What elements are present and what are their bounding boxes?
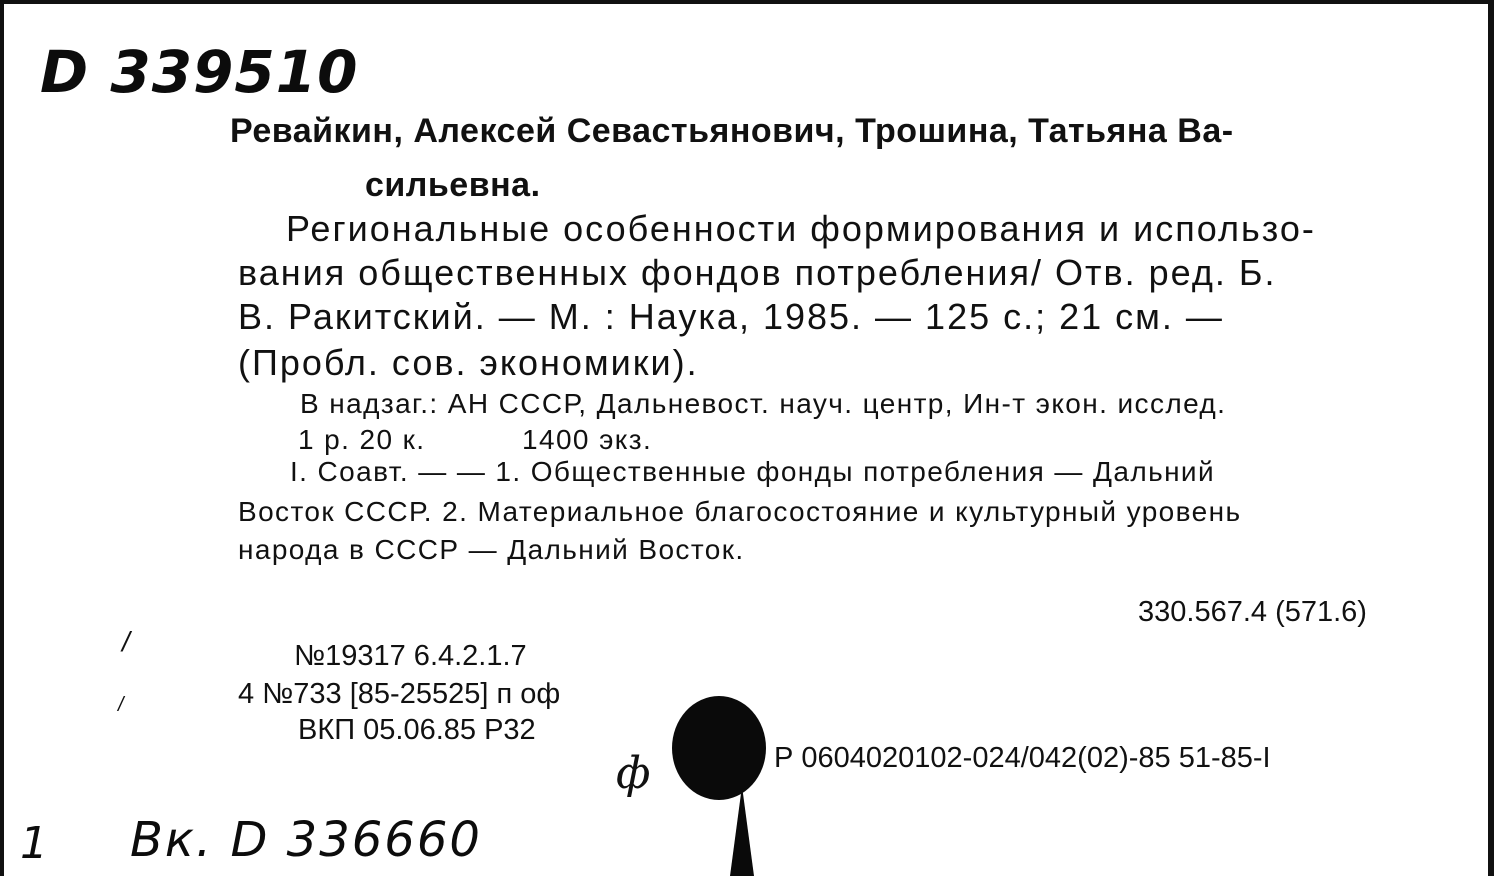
note-subjects-3: народа в СССР — Дальний Восток. (238, 534, 745, 565)
title-line-2: вания общественных фондов потребления/ Отв. ред. Б. (238, 252, 1277, 293)
author-line-2: сильевна. (365, 166, 541, 204)
order-line-3: ВКП 05.06.85 Р32 (298, 714, 536, 746)
order-line-2: 4 №733 [85-25525] п оф (238, 678, 561, 710)
author-line-1: Ревайкин, Алексей Севастьянович, Трошина, Татьяна Ва- (230, 112, 1234, 150)
title-line-3: В. Ракитский. — М. : Наука, 1985. — 125 с.; 21 см. — (238, 296, 1224, 337)
pencil-tick: / (122, 626, 130, 657)
udc-classification: 330.567.4 (571.6) (1138, 596, 1367, 628)
note-copies: 1400 экз. (522, 424, 653, 455)
card-edge-marks (1364, 0, 1474, 9)
note-nadzag: В надзаг.: АН СССР, Дальневост. науч. центр, Ин-т экон. исслед. (300, 388, 1227, 419)
index-code: Р 0604020102-024/042(02)-85 51-85-I (774, 742, 1271, 774)
note-price: 1 р. 20 к. (298, 424, 426, 455)
punch-hole-notch (730, 786, 754, 876)
note-subjects-2: Восток СССР. 2. Материальное благосостояние и культурный уровень (238, 496, 1242, 527)
handwritten-phi: ф (616, 748, 651, 799)
call-number: D 339510 (40, 38, 359, 106)
title-line-4: (Пробл. сов. экономики). (238, 342, 699, 383)
note-subjects-1: I. Соавт. — — 1. Общественные фонды потребления — Дальний (290, 456, 1216, 487)
title-line-1: Региональные особенности формирования и использо- (286, 208, 1316, 249)
pencil-tick: / (118, 694, 124, 716)
handwritten-mark: 1 (20, 818, 48, 869)
punch-hole (672, 696, 766, 800)
order-line-1: №19317 6.4.2.1.7 (294, 640, 527, 672)
handwritten-reference: Вк. D 336660 (130, 812, 482, 868)
